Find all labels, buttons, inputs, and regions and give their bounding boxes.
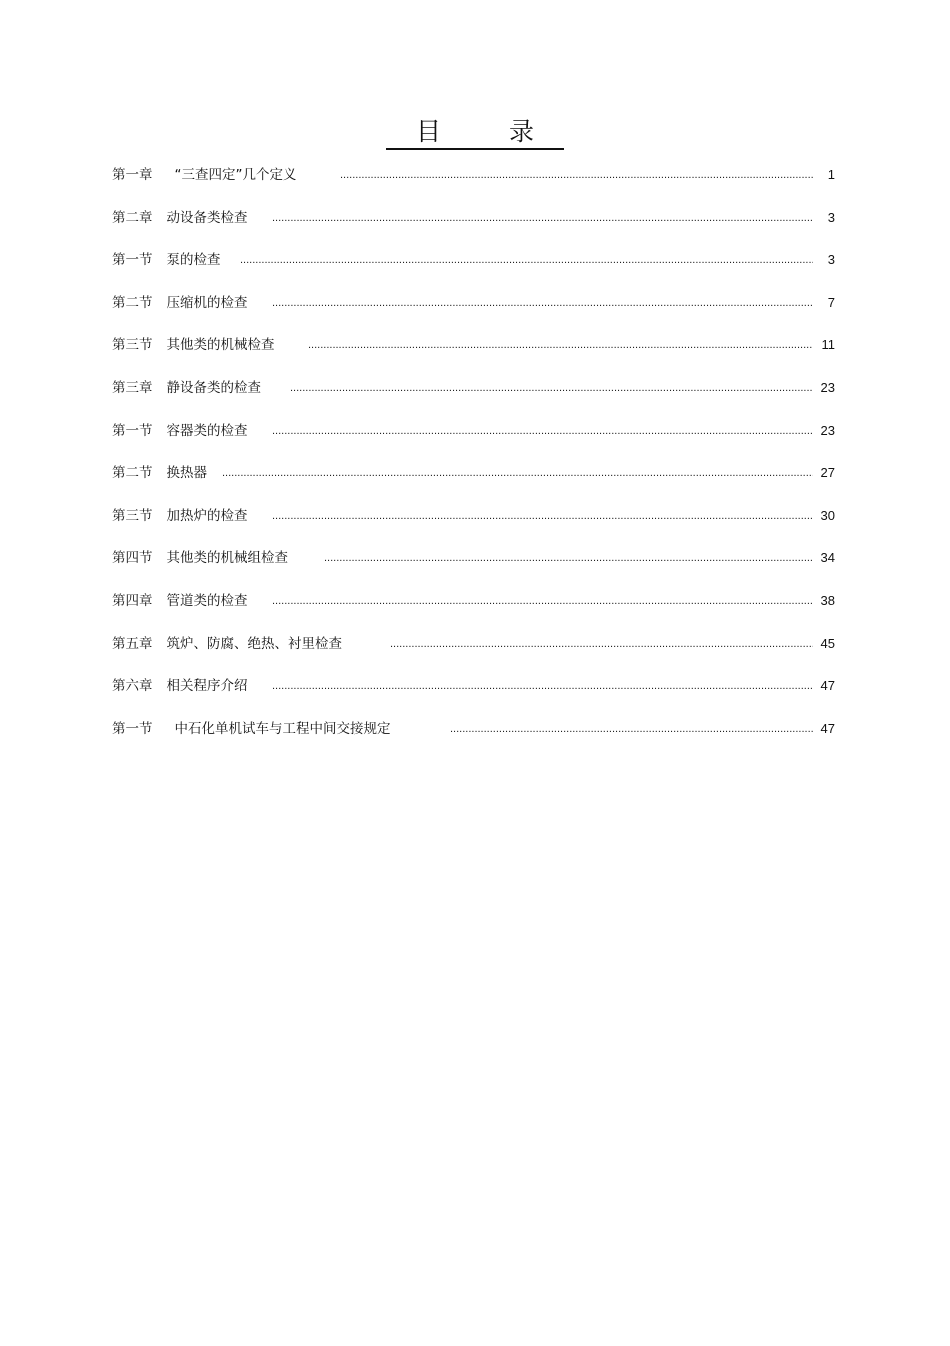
toc-entry-number: 第六章 — [112, 678, 153, 695]
toc-entry-label — [112, 633, 348, 655]
toc-entry[interactable] — [112, 675, 835, 718]
toc-entry-page: 27 — [813, 462, 835, 484]
toc-entry-text: 静设备类的检查 — [166, 379, 261, 396]
toc-entry-label — [112, 164, 303, 186]
toc-entry-text: 筑炉、防腐、绝热、衬里检查 — [166, 635, 342, 652]
toc-entry[interactable] — [112, 718, 835, 761]
toc-entry-text: 其他类的机械检查 — [166, 337, 275, 354]
toc-entry[interactable] — [112, 249, 835, 292]
toc-entry-label — [112, 334, 281, 356]
toc-entry[interactable] — [112, 164, 835, 207]
toc-entry-page: 38 — [813, 590, 835, 612]
toc-entry-label — [112, 207, 254, 229]
toc-entry-page: 47 — [813, 675, 835, 697]
toc-entry-page: 1 — [813, 164, 835, 186]
dot-leader — [240, 249, 813, 271]
toc-entry-text: 容器类的检查 — [166, 422, 248, 439]
dot-leader — [272, 420, 813, 442]
toc-entry[interactable] — [112, 377, 835, 420]
toc-entry-number: 第一节 — [112, 422, 153, 439]
toc-entry-label — [112, 420, 254, 442]
toc-entry-page: 23 — [813, 377, 835, 399]
toc-entry-page: 30 — [813, 505, 835, 527]
toc-entry-text: 相关程序介绍 — [166, 678, 248, 695]
toc-entry-number: 第三节 — [112, 507, 153, 524]
dot-leader — [324, 547, 813, 569]
toc-entry-number: 第四章 — [112, 592, 153, 609]
dot-leader — [272, 590, 813, 612]
toc-entry-text: 其他类的机械组检查 — [166, 550, 288, 567]
toc-entry-label — [112, 462, 213, 484]
toc-entry-text: 泵的检查 — [166, 252, 221, 269]
toc-entry-label — [112, 718, 397, 740]
toc-entry-page: 11 — [813, 334, 835, 356]
toc-entry-number: 第一节 — [112, 252, 153, 269]
toc-entry-number: 第五章 — [112, 635, 153, 652]
toc-entry-page: 45 — [813, 633, 835, 655]
dot-leader — [340, 164, 813, 186]
toc-entry-number: 第三章 — [112, 379, 153, 396]
toc-entry[interactable] — [112, 334, 835, 377]
toc-entry-number: 第三节 — [112, 337, 153, 354]
toc-entry-label — [112, 675, 254, 697]
toc-entry-text: “三查四定”几个定义 — [174, 167, 297, 183]
dot-leader — [272, 207, 813, 229]
toc-entry-label — [112, 505, 254, 527]
toc-entry-number: 第一章 — [112, 167, 153, 183]
toc-entry[interactable] — [112, 207, 835, 250]
dot-leader — [390, 633, 813, 655]
toc-title-text: 目 录 — [386, 117, 564, 150]
toc-entry[interactable] — [112, 505, 835, 548]
toc-entry-text: 加热炉的检查 — [166, 507, 248, 524]
toc-entry-label — [112, 377, 267, 399]
toc-entry-text: 压缩机的检查 — [166, 294, 248, 311]
toc-entry-page: 7 — [813, 292, 835, 314]
toc-entry-text: 中石化单机试车与工程中间交接规定 — [174, 720, 391, 737]
toc-entry-label — [112, 249, 227, 271]
toc-entry-label — [112, 292, 254, 314]
toc-entry-page: 23 — [813, 420, 835, 442]
dot-leader — [450, 718, 813, 740]
toc-entry-label — [112, 547, 294, 569]
dot-leader — [290, 377, 813, 399]
toc-entry-number: 第二节 — [112, 465, 153, 482]
toc-entry-page: 3 — [813, 207, 835, 229]
toc-entry-text: 动设备类检查 — [166, 209, 248, 226]
dot-leader — [272, 505, 813, 527]
dot-leader — [272, 675, 813, 697]
toc-entry-number: 第一节 — [112, 720, 153, 737]
toc-entry[interactable] — [112, 590, 835, 633]
toc-entry[interactable] — [112, 292, 835, 335]
toc-entry-page: 47 — [813, 718, 835, 740]
toc-entry[interactable] — [112, 420, 835, 463]
dot-leader — [308, 334, 813, 356]
toc-entry-number: 第二节 — [112, 294, 153, 311]
toc-entry[interactable] — [112, 633, 835, 676]
toc-title — [0, 115, 950, 150]
toc-entry-text: 管道类的检查 — [166, 592, 248, 609]
toc-entry[interactable] — [112, 462, 835, 505]
toc-entry-text: 换热器 — [166, 465, 207, 482]
toc-entry-label — [112, 590, 254, 612]
toc-entry-page: 3 — [813, 249, 835, 271]
toc-entry[interactable] — [112, 547, 835, 590]
toc-entry-number: 第四节 — [112, 550, 153, 567]
toc-entry-page: 34 — [813, 547, 835, 569]
toc-entry-number: 第二章 — [112, 209, 153, 226]
dot-leader — [222, 462, 813, 484]
dot-leader — [272, 292, 813, 314]
toc-list — [112, 164, 835, 760]
